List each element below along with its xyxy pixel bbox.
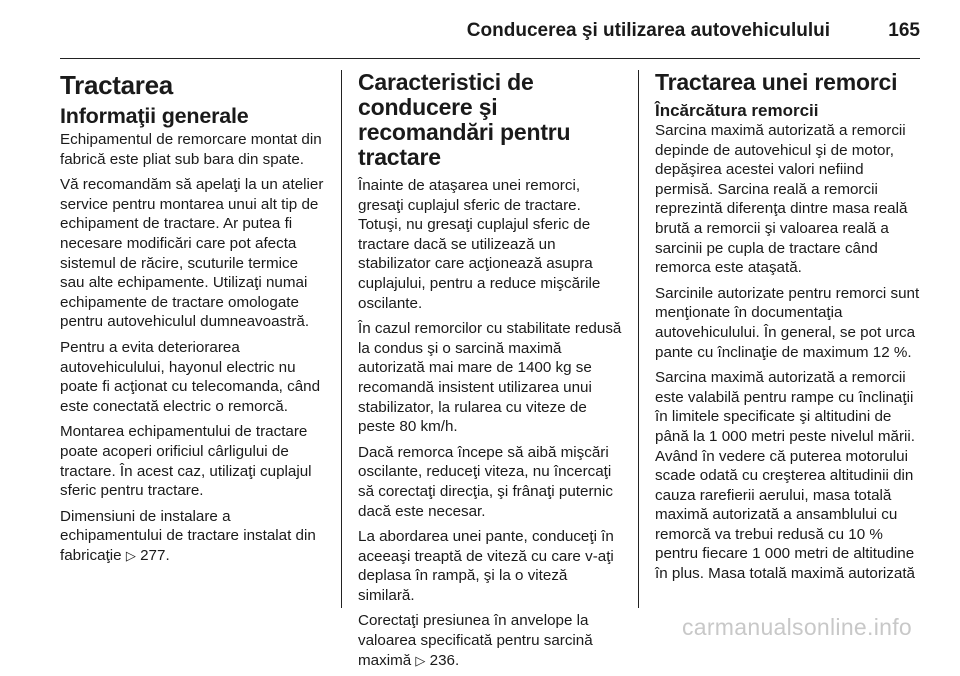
column-middle	[358, 70, 626, 676]
column-divider-1	[341, 70, 342, 608]
paragraph: Pentru a evita deteriorarea autovehiculului, hayonul electric nu poate fi acţionat cu telecomanda, când este conectată electric o remorcă.	[60, 338, 321, 415]
chapter-title: Conducerea şi utilizarea autovehiculului	[466, 20, 830, 41]
paragraph-with-ref	[358, 611, 626, 670]
paragraph: Montarea echipamentului de tractare poate acoperi orificiul cârligului de tractare. În acest caz, utilizaţi cuplajul sferic pentru tractare.	[60, 423, 312, 500]
page-header	[60, 14, 920, 50]
page-number: 165	[888, 20, 920, 41]
column-divider-2	[638, 70, 639, 608]
paragraph: Echipamentul de remorcare montat din fabrică este pliat sub bara din spate.	[60, 131, 322, 168]
page-ref-link[interactable]: 277.	[140, 546, 170, 564]
subsection-title: Informaţii generale	[60, 104, 249, 128]
column-right	[655, 70, 923, 590]
paragraph: Sarcina maximă autorizată a remorcii depinde de autovehicul şi de motor, depăşirea acestei valori nefiind permisă. Sarcina reală a remorcii reprezintă diferenţa dintre masa reală brută a remorcii şi valoarea reală a sarcinii pe cupla de tractare când remorca este ataşată.	[655, 122, 908, 277]
paragraph-text: Corectaţi presiunea în anvelope la valoarea specificată pentru sarcină maximă	[358, 612, 593, 669]
paragraph: Dacă remorca începe să aibă mişcări oscilante, reduceţi viteza, nu încercaţi să corectaţi direcţia, şi frânaţi puternic dacă este necesar.	[358, 443, 613, 520]
subsection-title: Încărcătura remorcii	[655, 101, 819, 120]
section-title: Tractarea	[60, 70, 173, 100]
arrow-right-icon: ▷	[415, 652, 426, 668]
column-left	[60, 70, 326, 571]
paragraph: Înainte de ataşarea unei remorci, gresaţi cuplajul sferic de tractare. Totuşi, nu gresaţi cuplajul sferic de tractare dacă se utilizează un stabilizator care acţionează asupra cuplajului, pentru a reduce mişcările oscilante.	[358, 177, 601, 312]
section-title: Caracteristici de conducere şi recomandări pentru tractare	[358, 69, 571, 170]
page-ref-link[interactable]: 236.	[429, 651, 460, 669]
header-divider	[60, 58, 920, 59]
section-title: Tractarea unei remorci	[655, 69, 898, 95]
paragraph-with-ref	[60, 507, 326, 566]
paragraph: Sarcinile autorizate pentru remorci sunt menţionate în documentaţia autovehiculului. În general, se pot urca pante cu înclinaţie de maximum 12 %.	[655, 284, 920, 361]
arrow-right-icon: ▷	[125, 547, 136, 563]
paragraph: În cazul remorcilor cu stabilitate redusă la condus şi o sarcină maximă autorizată mai mare de 1400 kg se recomandă insistent utilizarea unui stabilizator, la rularea cu viteze de peste 80 km/h.	[358, 320, 622, 436]
paragraph: La abordarea unei pante, conduceţi în aceeaşi treaptă de viteză cu care v-aţi deplasa în rampă, şi la o viteză similară.	[358, 528, 614, 604]
paragraph: Vă recomandăm să apelaţi la un atelier service pentru montarea unui alt tip de echipament de tractare. Ar putea fi necesare modificări care pot afecta sistemul de răcire, scuturile termice sau alte echipamente. Utilizaţi numai echipamente de tractare omologate pentru autovehiculul dumneavoastră.	[60, 176, 324, 331]
watermark: carmanualsonline.info	[681, 614, 912, 640]
paragraph-text: Dimensiuni de instalare a echipamentului de tractare instalat din fabricaţie	[60, 507, 316, 564]
paragraph: Sarcina maximă autorizată a remorcii este valabilă pentru rampe cu înclinaţii în limitele specificate şi altitudini de până la 1 000 metri peste nivelul mării. Având în vedere că puterea motorului scade odată cu creşterea altitudinii din cauza rarefierii aerului, masa totală maximă autorizată a ansamblului cu remorcă va trebui redusă cu 10 % pentru fiecare 1 000 metri de altitudine în plus. Masa totală maximă autorizată	[655, 369, 916, 583]
